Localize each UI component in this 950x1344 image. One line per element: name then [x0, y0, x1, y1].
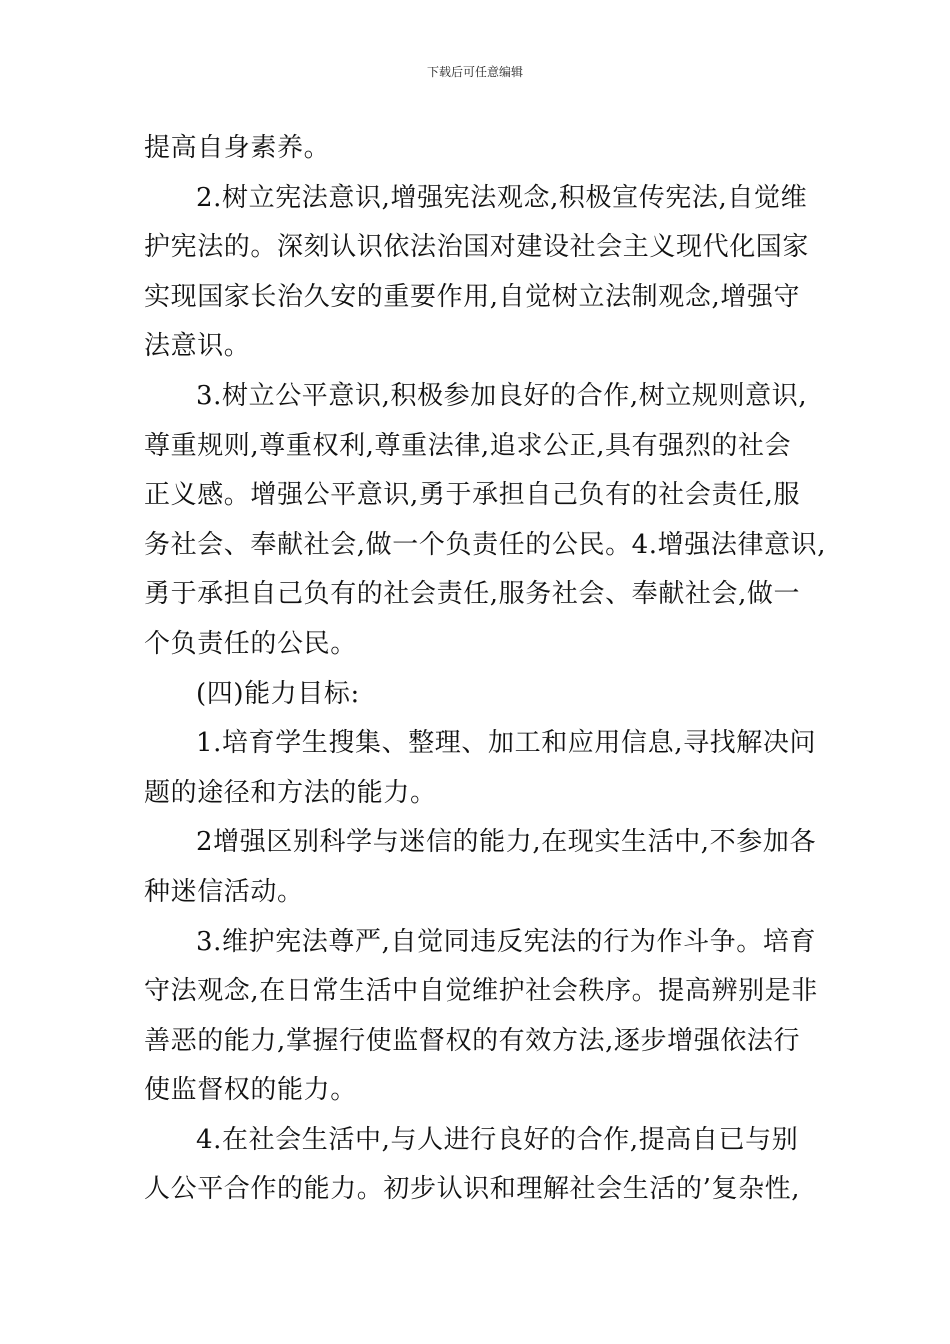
text-line: 务社会、奉献社会,做一个负责任的公民。4.增强法律意识, — [144, 529, 827, 560]
text-line: 个负责任的公民。 — [144, 628, 357, 659]
paragraph-3 — [144, 372, 827, 670]
text-line: 2.树立宪法意识,增强宪法观念,积极宣传宪法,自觉维 — [196, 182, 808, 213]
text-line: 2增强区别科学与迷信的能力,在现实生活中,不参加各 — [196, 827, 817, 858]
text-line: 种迷信活动。 — [144, 876, 304, 907]
text-line: 提高自身素养。 — [144, 133, 331, 163]
text-line: 善恶的能力,掌握行使监督权的有效方法,逐步增强依法行 — [144, 1025, 801, 1056]
text-line: 法意识。 — [144, 331, 251, 362]
paragraph-5 — [144, 719, 817, 818]
page-header: 下载后可任意编辑 — [426, 65, 523, 79]
text-line: 3.维护宪法尊严,自觉同违反宪法的行为作斗争。培育 — [196, 926, 817, 957]
text-line: 使监督权的能力。 — [144, 1075, 357, 1106]
document-body — [144, 124, 827, 1215]
paragraph-2 — [144, 174, 808, 372]
paragraph-7 — [144, 918, 818, 1116]
text-line: 4.在社会生活中,与人进行良好的合作,提高自已与别 — [196, 1124, 799, 1155]
text-line: (四)能力目标: — [196, 678, 360, 709]
text-line: 1.培育学生搜集、整理、加工和应用信息,寻找解决问 — [196, 728, 817, 759]
text-line: 勇于承担自己负有的社会责任,服务社会、奉献社会,做一 — [144, 579, 801, 610]
text-line: 人公平合作的能力。初步认识和理解社会生活的’复杂性, — [144, 1174, 801, 1205]
section-heading-ability-goals — [144, 670, 808, 720]
text-line: 题的途径和方法的能力。 — [144, 777, 437, 808]
paragraph-8 — [144, 1116, 808, 1215]
text-line: 护宪法的。深刻认识依法治国对建设社会主义现代化国家 — [144, 232, 810, 263]
text-line: 守法观念,在日常生活中自觉维护社会秩序。提高辨别是非 — [144, 976, 818, 1007]
paragraph-1 — [144, 124, 808, 174]
text-line: 尊重规则,尊重权利,尊重法律,追求公正,具有强烈的社会 — [144, 430, 792, 461]
text-line: 实现国家长治久安的重要作用,自觉树立法制观念,增强守 — [144, 281, 801, 312]
text-line: 正义感。增强公平意识,勇于承担自己负有的社会责任,服 — [144, 480, 801, 511]
paragraph-6 — [144, 818, 817, 917]
text-line: 3.树立公平意识,积极参加良好的合作,树立规则意识, — [196, 380, 808, 411]
